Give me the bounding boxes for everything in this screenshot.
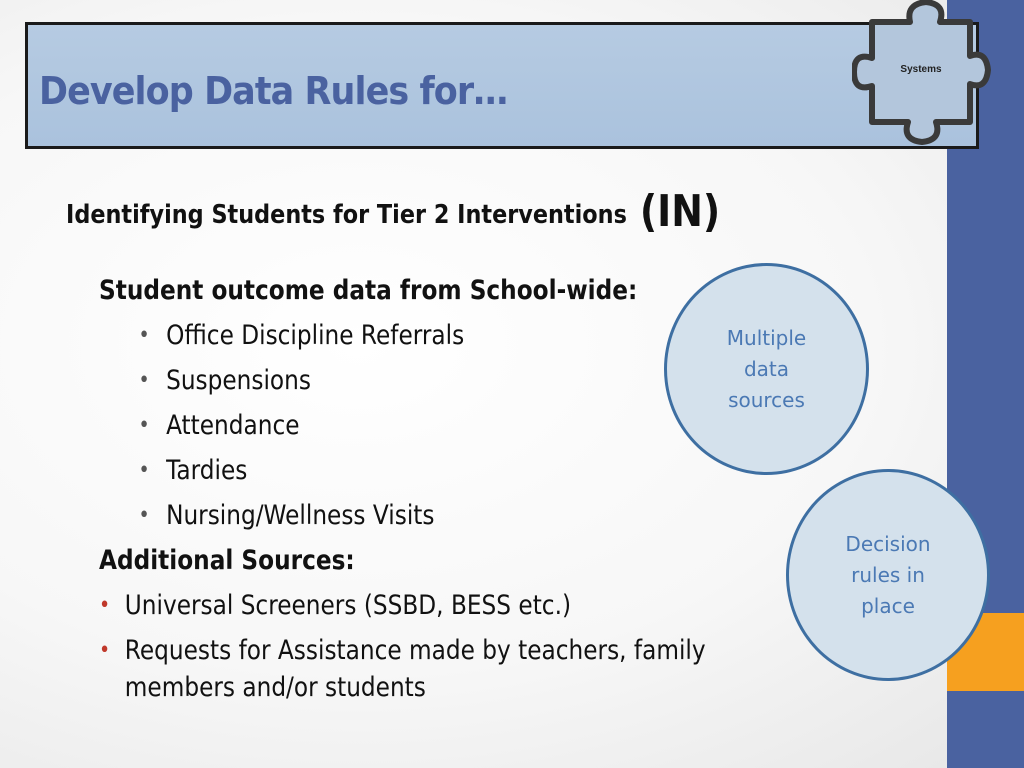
slide-subtitle xyxy=(66,186,720,237)
slide-title: Develop Data Rules for… xyxy=(39,69,508,113)
additional-sources-heading: Additional Sources: xyxy=(99,545,355,576)
subtitle-tag: (IN) xyxy=(639,186,721,237)
systems-label: Systems xyxy=(900,64,942,75)
list-item: • Tardies xyxy=(99,448,821,493)
subtitle-text: Identifying Students for Tier 2 Interventions xyxy=(66,200,627,230)
list-item: • Universal Screeners (SSBD, BESS etc.) xyxy=(99,583,821,628)
multiple-data-sources-callout xyxy=(664,263,869,475)
callout-line: sources xyxy=(728,387,805,412)
title-banner xyxy=(25,22,979,149)
callout-line: Decision xyxy=(845,531,931,556)
additional-sources-list xyxy=(99,583,821,706)
puzzle-piece-icon xyxy=(852,0,992,150)
list-item: • Requests for Assistance made by teachers, family members and/or students xyxy=(99,628,821,706)
callout-line: Multiple xyxy=(726,325,807,350)
list-item: • Attendance xyxy=(99,403,821,448)
outcome-data-heading: Student outcome data from School-wide: xyxy=(99,275,638,306)
callout-line: rules in xyxy=(851,562,925,587)
list-item: • Nursing/Wellness Visits xyxy=(99,493,821,538)
callout-line: place xyxy=(861,593,915,618)
list-item: • Suspensions xyxy=(99,358,821,403)
callout-line: data xyxy=(743,356,790,381)
decision-rules-callout xyxy=(786,469,990,681)
list-item: • Office Discipline Referrals xyxy=(99,313,821,358)
